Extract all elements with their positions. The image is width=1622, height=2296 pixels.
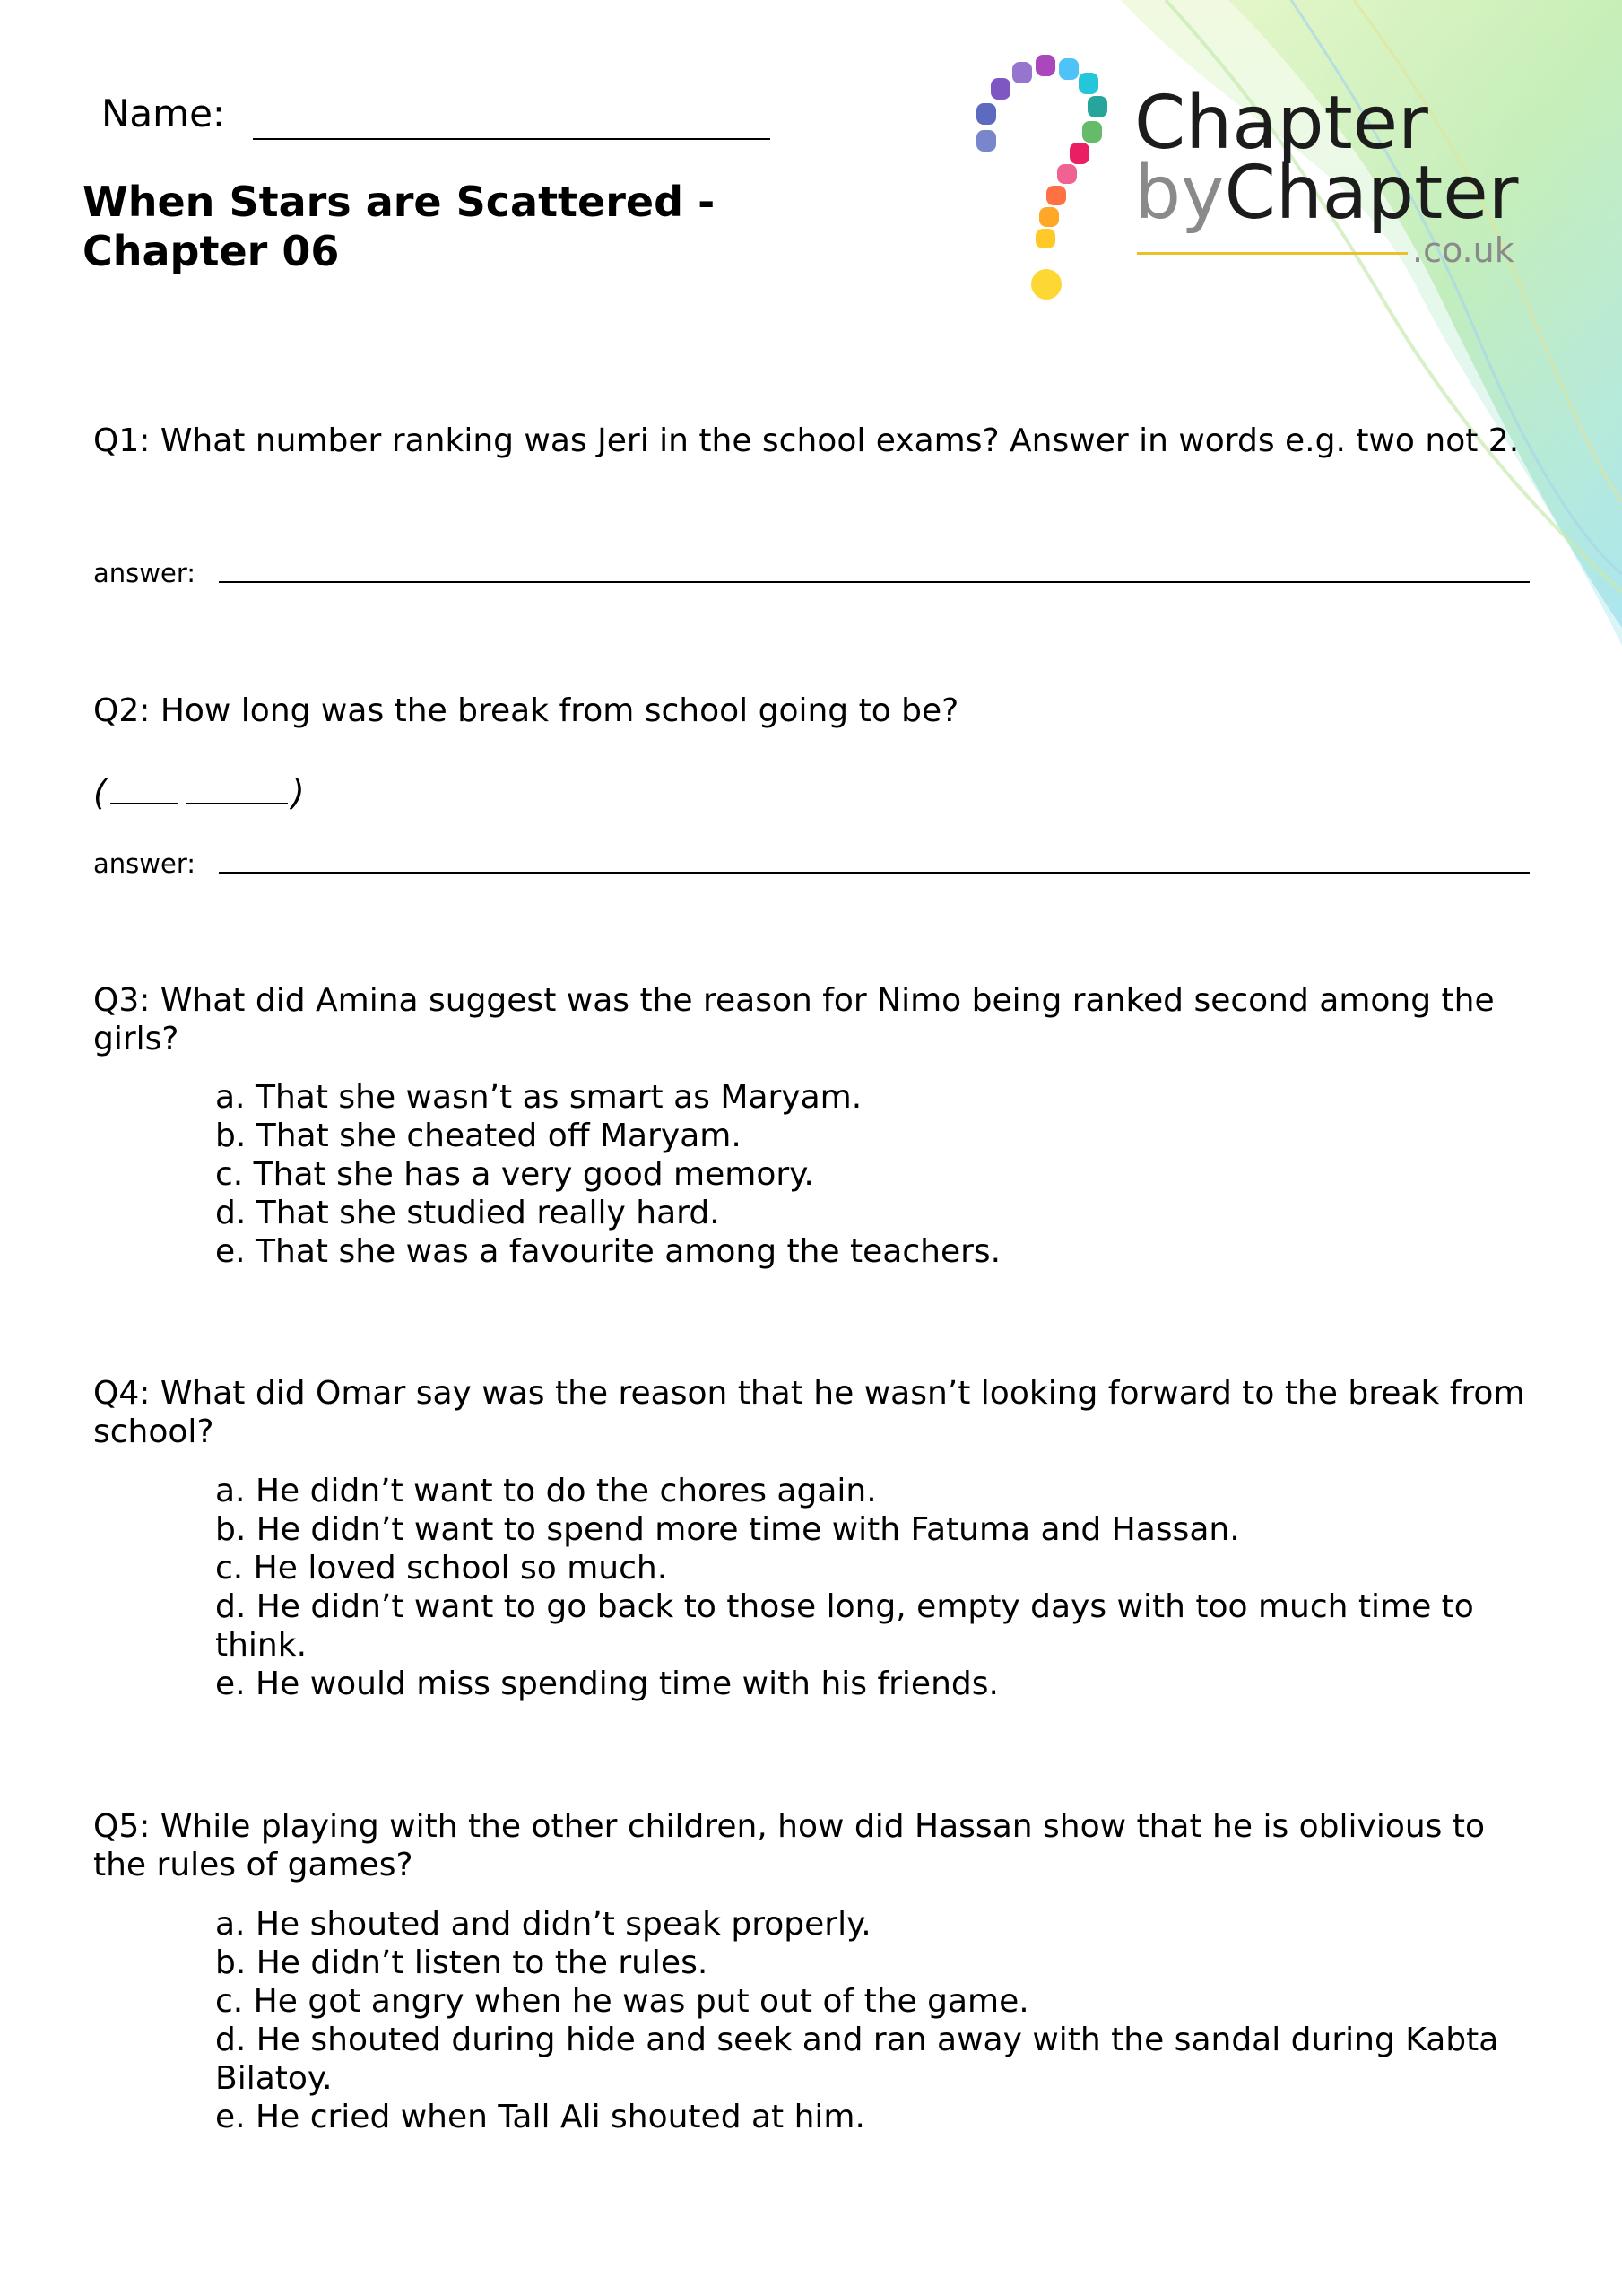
name-field-line[interactable] bbox=[253, 138, 770, 140]
answer-label-2: answer: bbox=[93, 848, 196, 879]
answer-line-1[interactable] bbox=[219, 581, 1530, 583]
answer-line-2[interactable] bbox=[219, 872, 1530, 874]
option-e[interactable]: e. He would miss spending time with his friends. bbox=[215, 1665, 999, 1702]
question-3: Q3: What did Amina suggest was the reason for Nimo being ranked second among the girls? bbox=[93, 982, 1495, 1057]
option-d[interactable]: d. He didn’t want to go back to those long, empty days with too much time to think. bbox=[215, 1588, 1474, 1664]
option-d[interactable]: d. He shouted during hide and seek and ran away with the sandal during Kabta Bilatoy. bbox=[215, 2022, 1499, 2097]
option-d[interactable]: d. That she studied really hard. bbox=[215, 1195, 720, 1231]
logo-text-chapter: Chapter bbox=[1134, 81, 1428, 166]
hint-blank-2 bbox=[186, 801, 288, 804]
question-4-options bbox=[215, 1472, 1533, 1703]
option-e[interactable]: e. He cried when Tall Ali shouted at him. bbox=[215, 2099, 865, 2135]
chapter-by-chapter-logo bbox=[964, 49, 1538, 313]
question-5: Q5: While playing with the other children, how did Hassan show that he is oblivious to the rules of games? bbox=[93, 1808, 1486, 1883]
answer-hint-blanks: ( ) bbox=[93, 773, 305, 813]
option-b[interactable]: b. That she cheated off Maryam. bbox=[215, 1118, 742, 1154]
option-c[interactable]: c. That she has a very good memory. bbox=[215, 1156, 814, 1193]
question-1: Q1: What number ranking was Jeri in the school exams? Answer in words e.g. two not 2. bbox=[93, 422, 1520, 459]
option-c[interactable]: c. He loved school so much. bbox=[215, 1550, 668, 1587]
answer-label-1: answer: bbox=[93, 558, 196, 588]
question-4: Q4: What did Omar say was the reason that he wasn’t looking forward to the break from school? bbox=[93, 1375, 1525, 1450]
worksheet-title: When Stars are Scattered - Chapter 06 bbox=[82, 178, 716, 275]
option-a[interactable]: a. He didn’t want to do the chores again. bbox=[215, 1473, 877, 1509]
name-label: Name: bbox=[101, 91, 226, 135]
logo-text-chapter-2: Chapter bbox=[1224, 151, 1519, 236]
option-e[interactable]: e. That she was a favourite among the teachers. bbox=[215, 1233, 1002, 1270]
option-b[interactable]: b. He didn’t listen to the rules. bbox=[215, 1944, 708, 1981]
option-b[interactable]: b. He didn’t want to spend more time with Fatuma and Hassan. bbox=[215, 1511, 1240, 1548]
books-question-mark-icon bbox=[976, 55, 1107, 300]
question-5-options bbox=[215, 1905, 1533, 2136]
option-a[interactable]: a. That she wasn’t as smart as Maryam. bbox=[215, 1079, 863, 1116]
question-2: Q2: How long was the break from school going to be? bbox=[93, 692, 959, 729]
question-3-options bbox=[215, 1078, 1533, 1271]
hint-blank-1 bbox=[110, 801, 178, 804]
option-a[interactable]: a. He shouted and didn’t speak properly. bbox=[215, 1906, 872, 1943]
logo-underline bbox=[1137, 252, 1408, 255]
option-c[interactable]: c. He got angry when he was put out of the game. bbox=[215, 1983, 1029, 2020]
logo-text-by: by bbox=[1134, 151, 1225, 236]
logo-text-by-chapter bbox=[1134, 151, 1519, 236]
logo-domain: .co.uk bbox=[1412, 230, 1514, 270]
